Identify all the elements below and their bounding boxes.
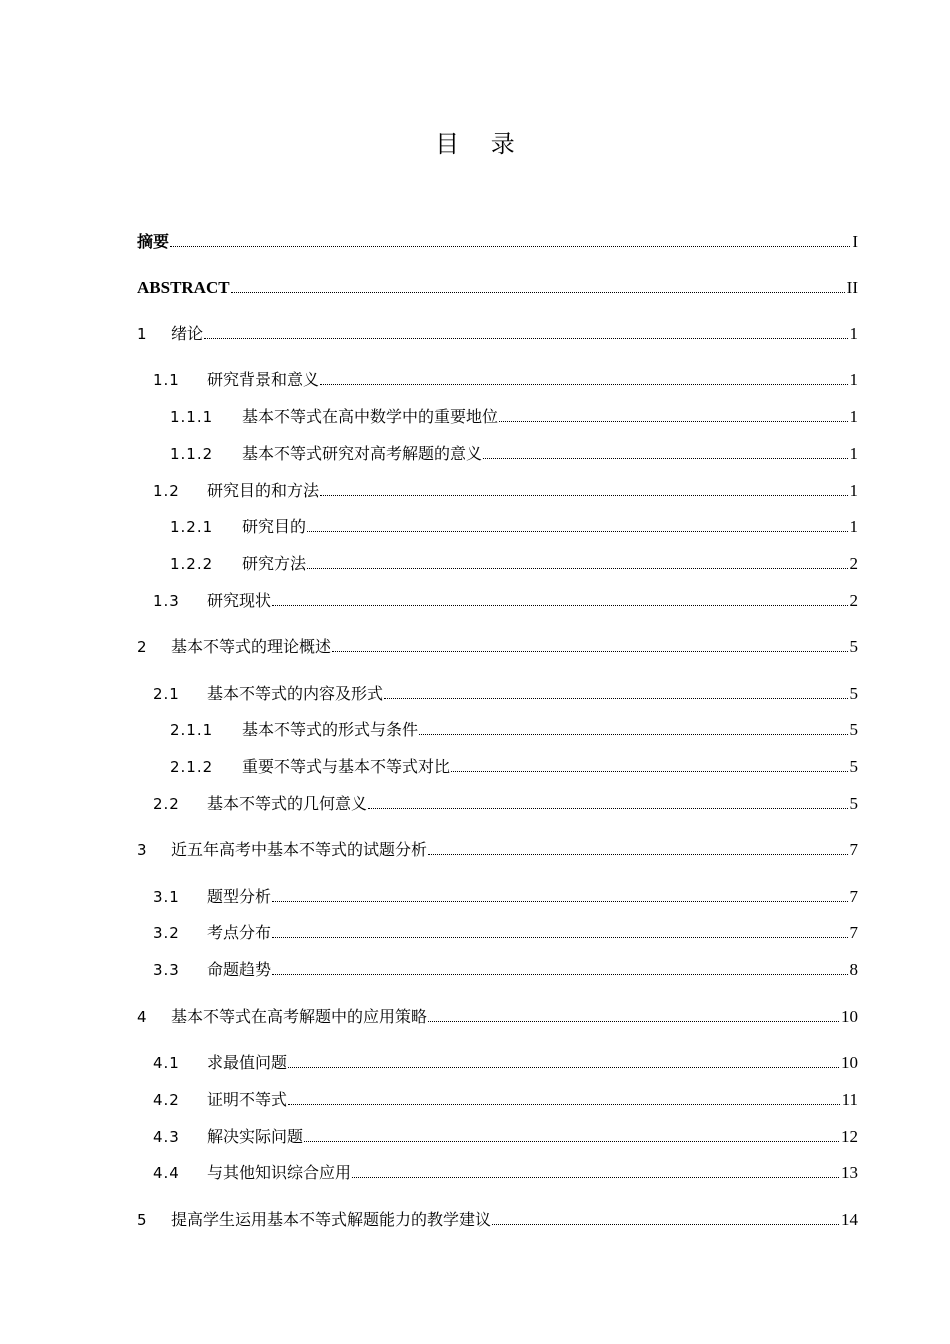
toc-entry-number: 2.1.1 bbox=[170, 721, 214, 739]
dot-leader bbox=[307, 567, 847, 569]
toc-entry-title: 考点分布 bbox=[207, 923, 272, 942]
toc-entry-page: 1 bbox=[849, 324, 858, 343]
toc-entry[interactable] bbox=[137, 228, 858, 252]
toc-entry-number: 1.2.1 bbox=[170, 518, 214, 536]
toc-entry-number: 3.3 bbox=[153, 961, 180, 979]
dot-leader bbox=[332, 650, 847, 652]
dot-leader bbox=[428, 853, 847, 855]
dot-leader bbox=[320, 494, 847, 496]
dot-leader bbox=[307, 530, 847, 532]
toc-entry-title: 命题趋势 bbox=[207, 960, 272, 979]
toc-entry-page: 1 bbox=[849, 370, 858, 389]
toc-entry[interactable] bbox=[153, 1086, 858, 1110]
toc-entry-title: 基本不等式的几何意义 bbox=[207, 794, 368, 813]
toc-entry[interactable] bbox=[170, 513, 858, 537]
dot-leader bbox=[320, 383, 847, 385]
toc-entry-title: 研究目的和方法 bbox=[207, 481, 320, 500]
toc-entry[interactable] bbox=[137, 836, 858, 860]
toc-entry-title: 基本不等式在高考解题中的应用策略 bbox=[171, 1007, 428, 1026]
toc-entry-page: 11 bbox=[841, 1090, 858, 1109]
dot-leader bbox=[499, 420, 847, 422]
dot-leader bbox=[231, 291, 845, 293]
dot-leader bbox=[204, 337, 847, 339]
toc-entry-title: 重要不等式与基本不等式对比 bbox=[242, 757, 451, 776]
toc-entry[interactable] bbox=[153, 366, 858, 390]
toc-entry-title: 近五年高考中基本不等式的试题分析 bbox=[171, 840, 428, 859]
toc-entry-page: 5 bbox=[849, 757, 858, 776]
toc-entry-title: 解决实际问题 bbox=[207, 1127, 304, 1146]
toc-entry[interactable] bbox=[153, 956, 858, 980]
dot-leader bbox=[170, 245, 850, 247]
toc-entry[interactable] bbox=[170, 550, 858, 574]
toc-entry[interactable] bbox=[170, 403, 858, 427]
toc-entry-number: 3.2 bbox=[153, 924, 180, 942]
toc-entry[interactable] bbox=[153, 477, 858, 501]
toc-entry-title: 与其他知识综合应用 bbox=[207, 1163, 352, 1182]
toc-entry-page: 5 bbox=[849, 684, 858, 703]
toc-entry-number: 1.3 bbox=[153, 592, 180, 610]
toc-entry[interactable] bbox=[153, 883, 858, 907]
toc-entry[interactable] bbox=[153, 1159, 858, 1183]
toc-entry-title: 研究方法 bbox=[242, 554, 307, 573]
toc-entry-number: 4.2 bbox=[153, 1091, 180, 1109]
toc-entry-number: 1.1.1 bbox=[170, 408, 214, 426]
toc-entry-page: 10 bbox=[841, 1007, 858, 1026]
toc-entry[interactable] bbox=[153, 1049, 858, 1073]
toc-entry[interactable] bbox=[153, 1123, 858, 1147]
toc-entry-title: 摘要 bbox=[137, 232, 170, 251]
toc-entry-page: 7 bbox=[849, 887, 858, 906]
toc-entry-page: 7 bbox=[849, 923, 858, 942]
toc-entry-number: 1.1 bbox=[153, 371, 180, 389]
toc-entry-page: 13 bbox=[841, 1163, 858, 1182]
toc-entry[interactable] bbox=[170, 716, 858, 740]
toc-entry[interactable] bbox=[137, 1003, 858, 1027]
toc-entry-number: 3.1 bbox=[153, 888, 180, 906]
toc-entry[interactable] bbox=[137, 633, 858, 657]
toc-entry-title: 研究目的 bbox=[242, 517, 307, 536]
dot-leader bbox=[368, 807, 847, 809]
toc-entry-number: 5 bbox=[137, 1211, 147, 1229]
toc-entry-number: 2.2 bbox=[153, 795, 180, 813]
dot-leader bbox=[272, 973, 847, 975]
toc-entry[interactable] bbox=[170, 753, 858, 777]
toc-entry-title: 基本不等式的内容及形式 bbox=[207, 684, 384, 703]
dot-leader bbox=[428, 1020, 839, 1022]
dot-leader bbox=[483, 457, 847, 459]
toc-entry[interactable] bbox=[153, 790, 858, 814]
toc-entry-number: 4.3 bbox=[153, 1128, 180, 1146]
dot-leader bbox=[352, 1176, 839, 1178]
toc-entry[interactable] bbox=[137, 320, 858, 344]
toc-entry[interactable] bbox=[153, 919, 858, 943]
toc-entry-page: 2 bbox=[849, 554, 858, 573]
dot-leader bbox=[384, 697, 847, 699]
toc-entry-page: 8 bbox=[849, 960, 858, 979]
toc-entry-title: ABSTRACT bbox=[137, 278, 230, 297]
toc-entry[interactable] bbox=[170, 440, 858, 464]
toc-entry[interactable] bbox=[153, 587, 858, 611]
dot-leader bbox=[492, 1223, 839, 1225]
toc-entry-number: 2.1 bbox=[153, 685, 180, 703]
toc-entry[interactable] bbox=[137, 1206, 858, 1230]
toc-entry-page: 5 bbox=[849, 720, 858, 739]
toc-entry-title: 证明不等式 bbox=[207, 1090, 288, 1109]
toc-entry-page: 5 bbox=[849, 637, 858, 656]
dot-leader bbox=[272, 900, 847, 902]
toc-entry-page: II bbox=[846, 278, 858, 297]
toc-entry-title: 绪论 bbox=[171, 324, 204, 343]
dot-leader bbox=[304, 1140, 839, 1142]
toc-entry-page: 1 bbox=[849, 444, 858, 463]
toc-entry-title: 研究现状 bbox=[207, 591, 272, 610]
toc-entry-page: 12 bbox=[841, 1127, 858, 1146]
toc-entry-title: 基本不等式研究对高考解题的意义 bbox=[242, 444, 483, 463]
toc-entry-number: 2 bbox=[137, 638, 147, 656]
dot-leader bbox=[288, 1103, 840, 1105]
toc-entry-title: 基本不等式在高中数学中的重要地位 bbox=[242, 407, 499, 426]
toc-entry-number: 4 bbox=[137, 1008, 147, 1026]
toc-entry-page: 7 bbox=[849, 840, 858, 859]
dot-leader bbox=[288, 1066, 839, 1068]
toc-entry-number: 4.4 bbox=[153, 1164, 180, 1182]
toc-entry[interactable] bbox=[153, 680, 858, 704]
toc-entry-number: 3 bbox=[137, 841, 147, 859]
toc-entry-page: 5 bbox=[849, 794, 858, 813]
toc-entry-page: 2 bbox=[849, 591, 858, 610]
toc-entry-number: 1 bbox=[137, 325, 147, 343]
toc-entry-number: 1.2.2 bbox=[170, 555, 214, 573]
toc-entry-number: 2.1.2 bbox=[170, 758, 214, 776]
dot-leader bbox=[451, 770, 847, 772]
toc-entry-page: 10 bbox=[841, 1053, 858, 1072]
toc-entry-number: 1.1.2 bbox=[170, 445, 214, 463]
toc-entry-title: 研究背景和意义 bbox=[207, 370, 320, 389]
dot-leader bbox=[272, 604, 847, 606]
toc-entry-number: 4.1 bbox=[153, 1054, 180, 1072]
dot-leader bbox=[419, 733, 847, 735]
toc-entry-title: 提高学生运用基本不等式解题能力的教学建议 bbox=[171, 1210, 492, 1229]
dot-leader bbox=[272, 936, 847, 938]
toc-entry[interactable] bbox=[137, 274, 858, 298]
toc-entry-title: 基本不等式的理论概述 bbox=[171, 637, 332, 656]
toc-entry-page: 1 bbox=[849, 517, 858, 536]
toc-entry-title: 求最值问题 bbox=[207, 1053, 288, 1072]
toc-entry-number: 1.2 bbox=[153, 482, 180, 500]
toc-entry-page: 1 bbox=[849, 481, 858, 500]
toc-entry-page: I bbox=[852, 232, 858, 251]
toc-entry-page: 1 bbox=[849, 407, 858, 426]
toc-title: 目 录 bbox=[435, 130, 527, 158]
toc-entry-title: 基本不等式的形式与条件 bbox=[242, 720, 419, 739]
toc-entry-title: 题型分析 bbox=[207, 887, 272, 906]
toc-entry-page: 14 bbox=[841, 1210, 858, 1229]
